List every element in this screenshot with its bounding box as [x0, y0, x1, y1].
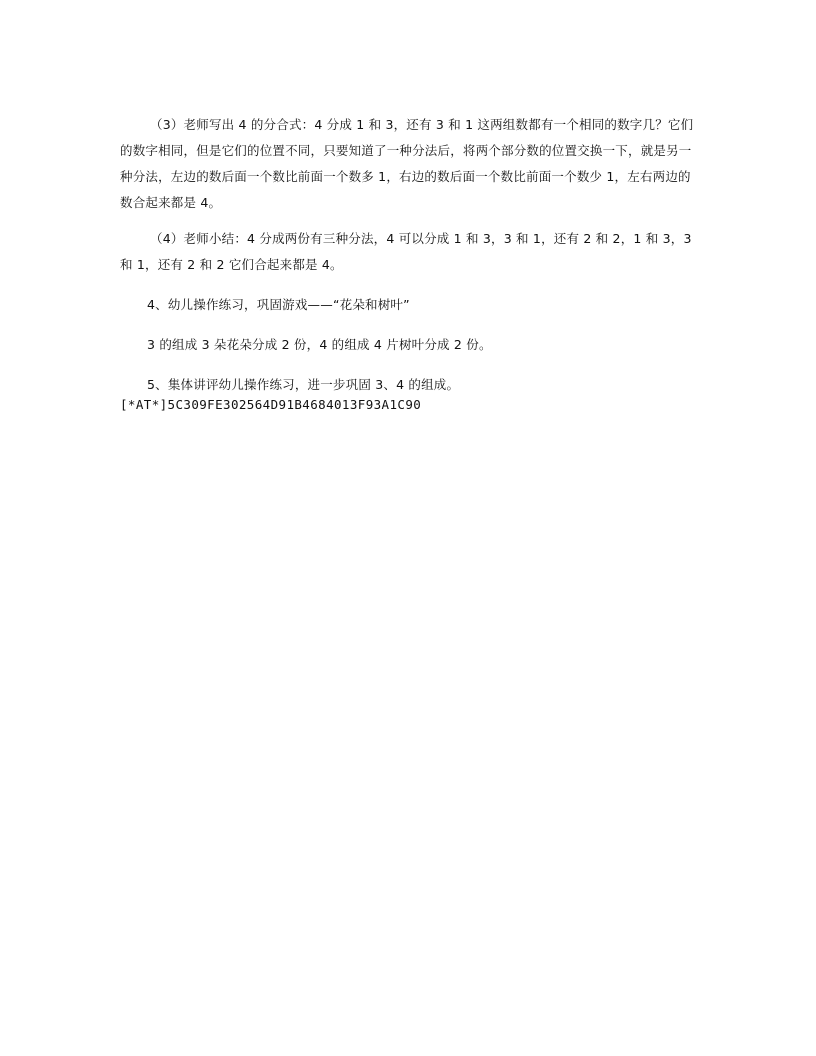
paragraph-3-explanation: （3）老师写出 4 的分合式：4 分成 1 和 3，还有 3 和 1 这两组数都有一个相同的数字几？它们的数字相同，但是它们的位置不同，只要知道了一种分法后，将两个部分数的位置交换一下，就是另一种分法，左边的数后面一个数比前面一个数多 1，右边的数后面一个数比前面一个数少 1，左右两边的数合起来都是 4。 [120, 117, 694, 210]
composition-description: 3 的组成 3 朵花朵分成 2 份，4 的组成 4 片树叶分成 2 份。 [147, 337, 492, 352]
step-4-heading: 4、幼儿操作练习，巩固游戏——“花朵和树叶” [147, 297, 410, 312]
paragraph-4-summary: （4）老师小结：4 分成两份有三种分法，4 可以分成 1 和 3，3 和 1，还有 2 和 2，1 和 3，3 和 1，还有 2 和 2 它们合起来都是 4。 [120, 231, 692, 272]
step-5-heading: 5、集体讲评幼儿操作练习，进一步巩固 3、4 的组成。 [147, 377, 460, 392]
document-body [120, 112, 696, 412]
footer-code: [*AT*]5C309FE302564D91B4684013F93A1C90 [120, 397, 422, 412]
